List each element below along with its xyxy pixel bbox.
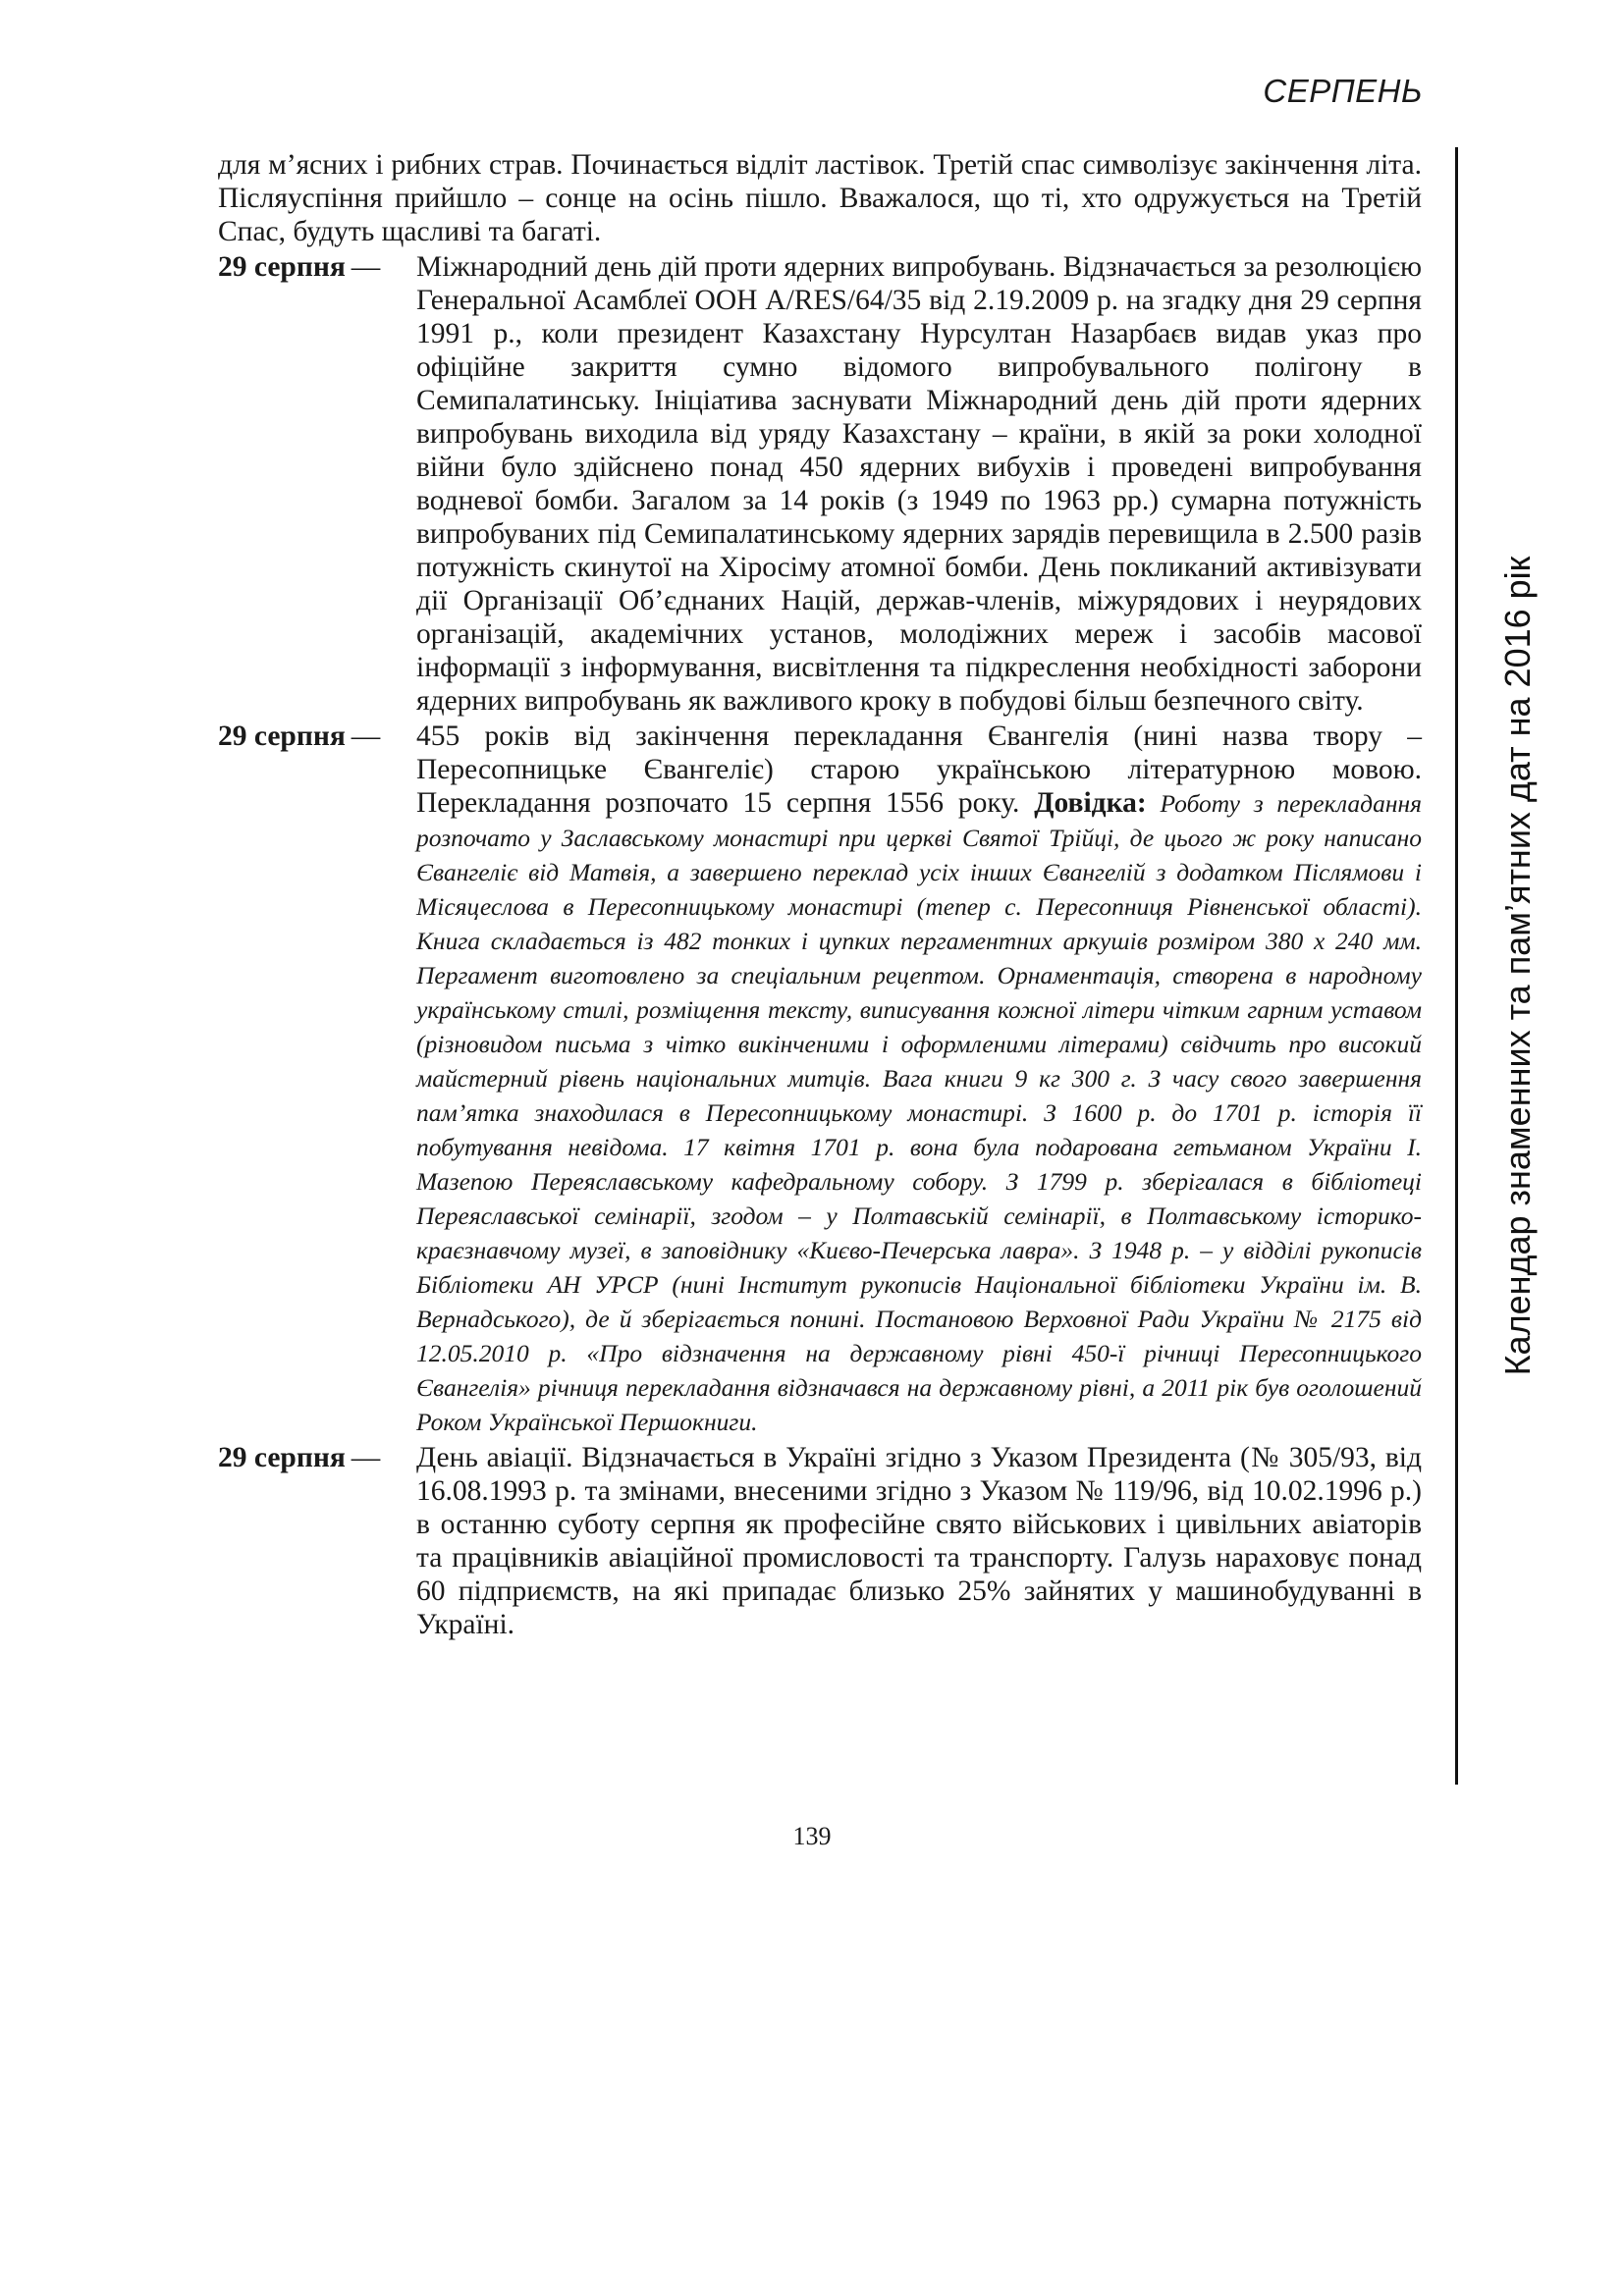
side-divider-line <box>1455 147 1458 1785</box>
entry-text: 455 років від закінчення перекладання Євангелія (нині назва твору – Пересопницьке Євангеліє) старою українською літературною мовою. Перекладання розпочато 15 серпня 1556 року. <box>416 721 1422 819</box>
month-header: СЕРПЕНЬ <box>1263 73 1423 109</box>
entry-date: 29 серпня <box>218 721 346 752</box>
entry-dash: — <box>351 721 381 752</box>
continued-paragraph: для м’ясних і рибних страв. Починається відліт ластівок. Третій спас символізує закінчення літа. Післяуспіння прийшло – сонце на осінь пішло. Вважалося, що ті, хто одружується на Третій Спас, будуть щасливі та багаті. <box>218 149 1422 247</box>
entry-aviation-day <box>218 1441 1422 1641</box>
entry-label <box>218 1441 416 1641</box>
side-title: Календар знаменних та пам’ятних дат на 2016 рік <box>1497 556 1538 1376</box>
entry-body <box>416 720 1422 1439</box>
entry-text: День авіації. Відзначається в Україні згідно з Указом Президента (№ 305/93, від 16.08.1993 р. та змінами, внесеними згідно з Указом № 119/96, від 10.02.1996 р.) в останню суботу серпня як професійне свято військових і цивільних авіаторів та працівників авіаційної промисловості та транспорту. Галузь нараховує понад 60 підприємств, на які припадає близько 25% зайнятих у машинобудуванні в Україні. <box>416 1442 1422 1640</box>
entry-label <box>218 250 416 718</box>
entry-text: Міжнародний день дій проти ядерних випробувань. Відзначається за резолюцією Генеральної Асамблеї ООН A/RES/64/35 від 2.19.2009 р. на згадку дня 29 серпня 1991 р., коли президент Казахстану Нурсултан Назарбаєв видав указ про офіційне закриття сумно відомого випробувального полігону в Семипалатинську. Ініціатива заснувати Міжнародний день дій проти ядерних випробувань виходила від уряду Казахстану – країни, в якій за роки холодної війни було здійснено понад 450 ядерних вибухів і проведені випробування водневої бомби. Загалом за 14 років (з 1949 по 1963 рр.) сумарна потужність випробуваних під Семипалатинському ядерних зарядів перевищила в 2.500 разів потужність скинутої на Хіросіму атомної бомби. День покликаний активізувати дії Організації Об’єднаних Націй, держав-членів, міжурядових і неурядових організацій, академічних установ, молодіжних мереж і засобів масової інформації з інформування, висвітлення та підкреслення необхідності заборони ядерних випробувань як важливого кроку в побудові більш безпечного світу. <box>416 251 1422 717</box>
reference-text: Роботу з перекладання розпочато у Заславському монастирі при церкві Святої Трійці, де цього ж року написано Євангеліє від Матвія, а завершено переклад усіх інших Євангелій з додатком Післямови і Місяцеслова в Пересопницькому монастирі (тепер с. Пересопниця Рівненської області). Книга складається із 482 тонких і цупких пергаментних аркушів розміром 380 х 240 мм. Пергамент виготовлено за спеціальним рецептом. Орнаментація, створена в народному українському стилі, розміщення тексту, виписування кожної літери чітким гарним уставом (різновидом письма з чітко викінченими і оформленими літерами) свідчить про високий майстерний рівень національних митців. Вага книги 9 кг 300 г. З часу свого завершення пам’ятка знаходилася в Пересопницькому монастирі. З 1600 р. до 1701 р. історія її побутування невідома. 17 квітня 1701 р. вона була подарована гетьманом України І. Мазепою Переяславському кафедральному собору. З 1799 р. зберігалася в бібліотеці Переяславської семінарії, згодом – у Полтавській семінарії, в Полтавському історико-краєзнавчому музеї, в заповіднику «Києво-Печерська лавра». З 1948 р. – у відділі рукописів Бібліотеки АН УРСР (нині Інститут рукописів Національної бібліотеки України ім. В. Вернадського), де й зберігається понині. Постановою Верховної Ради України № 2175 від 12.05.2010 р. «Про відзначення на державному рівні 450-ї річниці Пересопницького Євангелія» річниця перекладання відзначався на державному рівні, а 2011 рік був оголошений Роком Української Першокниги. <box>416 789 1422 1436</box>
entry-peresopnytsia-gospel <box>218 720 1422 1439</box>
side-title-container <box>1468 147 1568 1785</box>
entry-nuclear-tests-day <box>218 250 1422 718</box>
page-number: 139 <box>792 1822 832 1850</box>
page-content <box>218 148 1422 1641</box>
reference-label: Довідка: <box>1034 787 1147 819</box>
entry-date: 29 серпня <box>218 1442 346 1473</box>
entry-date: 29 серпня <box>218 251 346 283</box>
entry-label <box>218 720 416 1439</box>
entry-dash: — <box>351 1442 381 1473</box>
entry-dash: — <box>351 251 381 283</box>
